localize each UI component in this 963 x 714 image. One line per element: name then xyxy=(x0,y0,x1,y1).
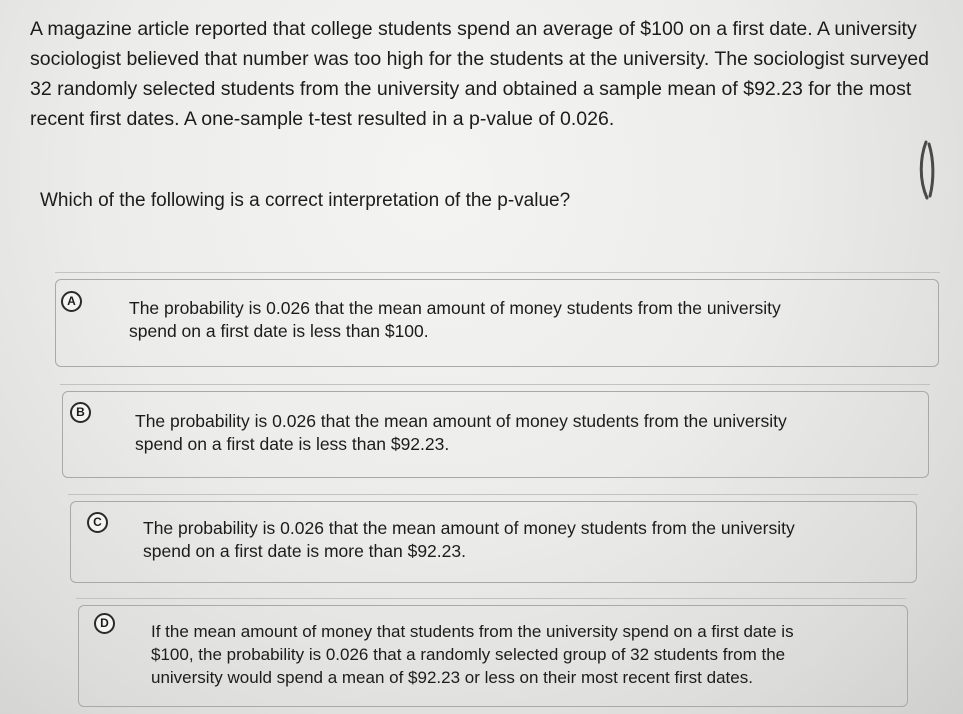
option-letter-d: D xyxy=(94,613,115,634)
stem-line: recent first dates. A one-sample t-test resulted in a p-value of 0.026. xyxy=(30,108,615,130)
option-line: If the mean amount of money that students from the university spend on a first date is xyxy=(151,622,794,641)
option-b[interactable] xyxy=(62,391,929,478)
option-line: spend on a first date is less than $100. xyxy=(129,321,429,341)
divider xyxy=(60,384,930,385)
stem-line: 32 randomly selected students from the university and obtained a sample mean of $92.23 for the most xyxy=(30,78,912,100)
divider xyxy=(55,272,940,273)
option-d[interactable] xyxy=(78,605,908,707)
option-c[interactable] xyxy=(70,501,917,583)
stem-line: A magazine article reported that college students spend an average of $100 on a first date. A university xyxy=(30,18,917,40)
question-prompt: Which of the following is a correct interpretation of the p-value? xyxy=(40,190,571,211)
option-line: The probability is 0.026 that the mean amount of money students from the university xyxy=(135,411,787,431)
option-line: The probability is 0.026 that the mean amount of money students from the university xyxy=(129,298,781,318)
option-text xyxy=(129,297,781,343)
option-line: spend on a first date is more than $92.23. xyxy=(143,541,466,561)
option-line: university would spend a mean of $92.23 or less on their most recent first dates. xyxy=(151,668,753,687)
option-letter-c: C xyxy=(87,512,108,533)
option-line: $100, the probability is 0.026 that a randomly selected group of 32 students from the xyxy=(151,645,786,664)
option-text xyxy=(143,517,795,563)
question-stem xyxy=(30,14,950,134)
stem-line: sociologist believed that number was too high for the students at the university. The sociologist surveyed xyxy=(30,48,929,70)
divider xyxy=(68,494,918,495)
option-line: The probability is 0.026 that the mean amount of money students from the university xyxy=(143,518,795,538)
divider xyxy=(76,598,906,599)
option-text xyxy=(151,620,794,689)
pen-mark-icon xyxy=(918,140,936,202)
option-text xyxy=(135,410,787,456)
option-letter-b: B xyxy=(70,402,91,423)
option-line: spend on a first date is less than $92.23. xyxy=(135,434,450,454)
option-a[interactable] xyxy=(55,279,939,367)
option-letter-a: A xyxy=(61,291,82,312)
